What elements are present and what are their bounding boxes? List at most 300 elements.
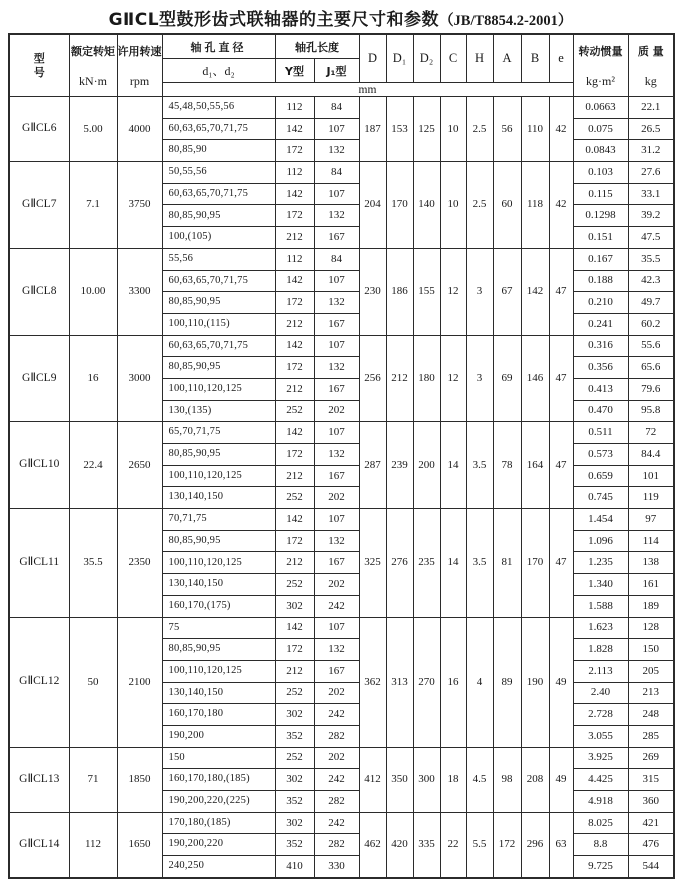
- dim-B-cell: 296: [521, 812, 549, 878]
- dim-D1-cell: 420: [386, 812, 413, 878]
- y-length-cell: 252: [275, 682, 314, 704]
- y-length-cell: 410: [275, 856, 314, 878]
- y-length-cell: 252: [275, 747, 314, 769]
- y-length-cell: 142: [275, 335, 314, 357]
- dim-D2-cell: 155: [413, 248, 440, 335]
- dim-D1-cell: 313: [386, 617, 413, 747]
- bore-diameters-cell: 130,140,150: [162, 487, 275, 509]
- bore-diameters-cell: 60,63,65,70,71,75: [162, 335, 275, 357]
- inertia-cell: 4.918: [573, 791, 628, 813]
- mass-cell: 114: [628, 530, 674, 552]
- mass-cell: 269: [628, 747, 674, 769]
- mass-cell: 150: [628, 639, 674, 661]
- dim-e-cell: 63: [549, 812, 573, 878]
- y-length-cell: 302: [275, 812, 314, 834]
- mass-cell: 101: [628, 465, 674, 487]
- y-length-cell: 302: [275, 704, 314, 726]
- mass-cell: 544: [628, 856, 674, 878]
- header-mass-unit: kg: [644, 73, 657, 88]
- dim-A-cell: 98: [493, 747, 521, 812]
- mass-cell: 119: [628, 487, 674, 509]
- dim-A-cell: 67: [493, 248, 521, 335]
- table-row: [9, 248, 674, 270]
- header-dim-A: A: [493, 34, 521, 83]
- header-rated-torque: [69, 34, 117, 97]
- j1-length-cell: 167: [314, 227, 359, 249]
- dim-D1-cell: 212: [386, 335, 413, 422]
- mass-cell: 161: [628, 574, 674, 596]
- inertia-cell: 0.115: [573, 183, 628, 205]
- dim-H-cell: 2.5: [466, 162, 493, 249]
- inertia-cell: 0.573: [573, 444, 628, 466]
- torque-cell: 7.1: [69, 162, 117, 249]
- inertia-cell: 9.725: [573, 856, 628, 878]
- y-length-cell: 352: [275, 791, 314, 813]
- inertia-cell: 0.413: [573, 378, 628, 400]
- bore-diameters-cell: 80,85,90,95: [162, 530, 275, 552]
- dim-D-cell: 204: [359, 162, 386, 249]
- speed-cell: 4000: [117, 97, 162, 162]
- table-row: [9, 812, 674, 834]
- bore-diameters-cell: 80,85,90,95: [162, 357, 275, 379]
- dim-C-cell: 10: [440, 162, 466, 249]
- table-row: [9, 422, 674, 444]
- j1-length-cell: 84: [314, 248, 359, 270]
- mass-cell: 60.2: [628, 313, 674, 335]
- mass-cell: 138: [628, 552, 674, 574]
- j1-length-cell: 330: [314, 856, 359, 878]
- dim-H-cell: 3.5: [466, 422, 493, 509]
- dim-D1-cell: 350: [386, 747, 413, 812]
- inertia-cell: 0.0843: [573, 140, 628, 162]
- header-mass-label: 质 量: [637, 44, 664, 58]
- mass-cell: 79.6: [628, 378, 674, 400]
- y-length-cell: 142: [275, 422, 314, 444]
- y-length-cell: 352: [275, 834, 314, 856]
- y-length-cell: 142: [275, 118, 314, 140]
- mass-cell: 248: [628, 704, 674, 726]
- j1-length-cell: 132: [314, 444, 359, 466]
- j1-length-cell: 242: [314, 595, 359, 617]
- speed-cell: 2350: [117, 509, 162, 617]
- inertia-cell: 1.340: [573, 574, 628, 596]
- speed-cell: 3300: [117, 248, 162, 335]
- j1-length-cell: 132: [314, 530, 359, 552]
- y-length-cell: 112: [275, 162, 314, 184]
- dim-D1-cell: 186: [386, 248, 413, 335]
- speed-cell: 2100: [117, 617, 162, 747]
- y-length-cell: 212: [275, 465, 314, 487]
- header-dim-D2: D₂: [413, 34, 440, 83]
- inertia-cell: 0.470: [573, 400, 628, 422]
- dim-D1-cell: 170: [386, 162, 413, 249]
- dim-A-cell: 81: [493, 509, 521, 617]
- mass-cell: 97: [628, 509, 674, 531]
- dim-D-cell: 412: [359, 747, 386, 812]
- table-row: [9, 617, 674, 639]
- mass-cell: 27.6: [628, 162, 674, 184]
- dim-B-cell: 170: [521, 509, 549, 617]
- dim-C-cell: 16: [440, 617, 466, 747]
- mass-cell: 84.4: [628, 444, 674, 466]
- torque-cell: 71: [69, 747, 117, 812]
- j1-length-cell: 282: [314, 725, 359, 747]
- dim-B-cell: 208: [521, 747, 549, 812]
- inertia-cell: 2.40: [573, 682, 628, 704]
- inertia-cell: 1.454: [573, 509, 628, 531]
- dim-D1-cell: 153: [386, 97, 413, 162]
- inertia-cell: 4.425: [573, 769, 628, 791]
- j1-length-cell: 202: [314, 487, 359, 509]
- speed-cell: 1850: [117, 747, 162, 812]
- y-length-cell: 172: [275, 292, 314, 314]
- header-y-type: Y型: [275, 59, 314, 83]
- dim-H-cell: 4.5: [466, 747, 493, 812]
- dim-D2-cell: 180: [413, 335, 440, 422]
- dim-C-cell: 22: [440, 812, 466, 878]
- mass-cell: 360: [628, 791, 674, 813]
- dim-A-cell: 69: [493, 335, 521, 422]
- inertia-cell: 0.745: [573, 487, 628, 509]
- mass-cell: 213: [628, 682, 674, 704]
- bore-diameters-cell: 130,140,150: [162, 682, 275, 704]
- bore-diameters-cell: 60,63,65,70,71,75: [162, 183, 275, 205]
- table-row: [9, 97, 674, 119]
- inertia-cell: 2.728: [573, 704, 628, 726]
- inertia-cell: 1.828: [573, 639, 628, 661]
- table-row: [9, 509, 674, 531]
- torque-cell: 16: [69, 335, 117, 422]
- mass-cell: 128: [628, 617, 674, 639]
- dim-B-cell: 190: [521, 617, 549, 747]
- j1-length-cell: 167: [314, 313, 359, 335]
- bore-diameters-cell: 100,110,(115): [162, 313, 275, 335]
- dim-D1-cell: 276: [386, 509, 413, 617]
- y-length-cell: 302: [275, 769, 314, 791]
- bore-diameters-cell: 80,85,90: [162, 140, 275, 162]
- bore-diameters-cell: 190,200,220: [162, 834, 275, 856]
- j1-length-cell: 132: [314, 639, 359, 661]
- dim-D-cell: 362: [359, 617, 386, 747]
- bore-diameters-cell: 170,180,(185): [162, 812, 275, 834]
- dim-H-cell: 4: [466, 617, 493, 747]
- mass-cell: 39.2: [628, 205, 674, 227]
- inertia-cell: 0.316: [573, 335, 628, 357]
- bore-diameters-cell: 160,170,180: [162, 704, 275, 726]
- j1-length-cell: 107: [314, 617, 359, 639]
- inertia-cell: 1.235: [573, 552, 628, 574]
- bore-diameters-cell: 80,85,90,95: [162, 292, 275, 314]
- dim-D2-cell: 235: [413, 509, 440, 617]
- inertia-cell: 1.096: [573, 530, 628, 552]
- inertia-cell: 0.151: [573, 227, 628, 249]
- inertia-cell: 0.659: [573, 465, 628, 487]
- y-length-cell: 252: [275, 574, 314, 596]
- inertia-cell: 0.241: [573, 313, 628, 335]
- mass-cell: 65.6: [628, 357, 674, 379]
- j1-length-cell: 202: [314, 400, 359, 422]
- dim-C-cell: 10: [440, 97, 466, 162]
- mass-cell: 315: [628, 769, 674, 791]
- header-dim-e: e: [549, 34, 573, 83]
- y-length-cell: 212: [275, 378, 314, 400]
- y-length-cell: 142: [275, 617, 314, 639]
- dim-e-cell: 42: [549, 97, 573, 162]
- header-inertia-unit: kg·m²: [586, 73, 615, 88]
- mass-cell: 189: [628, 595, 674, 617]
- dim-D2-cell: 270: [413, 617, 440, 747]
- y-length-cell: 172: [275, 205, 314, 227]
- inertia-cell: 0.188: [573, 270, 628, 292]
- mass-cell: 285: [628, 725, 674, 747]
- j1-length-cell: 167: [314, 552, 359, 574]
- header-dim-B: B: [521, 34, 549, 83]
- bore-diameters-cell: 100,110,120,125: [162, 552, 275, 574]
- dim-B-cell: 118: [521, 162, 549, 249]
- mass-cell: 26.5: [628, 118, 674, 140]
- mass-cell: 35.5: [628, 248, 674, 270]
- header-allowable-speed-label: 许用转速: [117, 44, 162, 58]
- header-inertia-label: 转动惯量: [578, 44, 623, 58]
- dim-A-cell: 60: [493, 162, 521, 249]
- dim-B-cell: 146: [521, 335, 549, 422]
- title-standard-ref: （JB/T8854.2-2001）: [439, 13, 573, 29]
- dim-H-cell: 3: [466, 335, 493, 422]
- dim-e-cell: 47: [549, 509, 573, 617]
- dim-D-cell: 256: [359, 335, 386, 422]
- header-moment-of-inertia: [573, 34, 628, 97]
- bore-diameters-cell: 100,110,120,125: [162, 378, 275, 400]
- y-length-cell: 352: [275, 725, 314, 747]
- dim-C-cell: 12: [440, 248, 466, 335]
- y-length-cell: 172: [275, 639, 314, 661]
- y-length-cell: 172: [275, 357, 314, 379]
- bore-diameters-cell: 75: [162, 617, 275, 639]
- dim-H-cell: 3: [466, 248, 493, 335]
- dim-D-cell: 325: [359, 509, 386, 617]
- y-length-cell: 172: [275, 140, 314, 162]
- table-body: [9, 97, 674, 878]
- j1-length-cell: 242: [314, 769, 359, 791]
- bore-diameters-cell: 190,200,220,(225): [162, 791, 275, 813]
- header-dim-H: H: [466, 34, 493, 83]
- dim-D-cell: 187: [359, 97, 386, 162]
- j1-length-cell: 282: [314, 791, 359, 813]
- table-row: [9, 162, 674, 184]
- dim-H-cell: 5.5: [466, 812, 493, 878]
- bore-diameters-cell: 45,48,50,55,56: [162, 97, 275, 119]
- inertia-cell: 8.025: [573, 812, 628, 834]
- inertia-cell: 8.8: [573, 834, 628, 856]
- mass-cell: 55.6: [628, 335, 674, 357]
- header-bore-length: 轴孔长度: [275, 34, 359, 59]
- j1-length-cell: 132: [314, 205, 359, 227]
- bore-diameters-cell: 100,110,120,125: [162, 465, 275, 487]
- mass-cell: 42.3: [628, 270, 674, 292]
- j1-length-cell: 107: [314, 270, 359, 292]
- bore-diameters-cell: 50,55,56: [162, 162, 275, 184]
- y-length-cell: 112: [275, 97, 314, 119]
- j1-length-cell: 167: [314, 660, 359, 682]
- dim-A-cell: 172: [493, 812, 521, 878]
- title-main: GⅡCL型鼓形齿式联轴器的主要尺寸和参数: [108, 10, 440, 30]
- dim-D2-cell: 335: [413, 812, 440, 878]
- mass-cell: 476: [628, 834, 674, 856]
- header-rated-torque-label: 额定转矩: [71, 44, 115, 58]
- inertia-cell: 0.210: [573, 292, 628, 314]
- bore-diameters-cell: 240,250: [162, 856, 275, 878]
- header-unit-mm: mm: [162, 83, 573, 97]
- j1-length-cell: 202: [314, 682, 359, 704]
- bore-diameters-cell: 100,110,120,125: [162, 660, 275, 682]
- header-allowable-speed-unit: rpm: [129, 73, 150, 88]
- header-bore-diameter-symbols: d₁、d₂: [162, 59, 275, 83]
- header-dim-D: D: [359, 34, 386, 83]
- torque-cell: 112: [69, 812, 117, 878]
- model-cell: GⅡCL9: [9, 335, 69, 422]
- speed-cell: 3000: [117, 335, 162, 422]
- header-dim-C: C: [440, 34, 466, 83]
- bore-diameters-cell: 190,200: [162, 725, 275, 747]
- dim-A-cell: 78: [493, 422, 521, 509]
- j1-length-cell: 282: [314, 834, 359, 856]
- y-length-cell: 212: [275, 227, 314, 249]
- bore-diameters-cell: 60,63,65,70,71,75: [162, 270, 275, 292]
- header-bore-diameter: 轴孔直径: [162, 34, 275, 59]
- bore-diameters-cell: 80,85,90,95: [162, 205, 275, 227]
- j1-length-cell: 107: [314, 335, 359, 357]
- header-rated-torque-unit: kN·m: [79, 73, 107, 88]
- model-cell: GⅡCL12: [9, 617, 69, 747]
- j1-length-cell: 132: [314, 292, 359, 314]
- bore-diameters-cell: 60,63,65,70,71,75: [162, 118, 275, 140]
- j1-length-cell: 167: [314, 378, 359, 400]
- y-length-cell: 172: [275, 530, 314, 552]
- model-cell: GⅡCL10: [9, 422, 69, 509]
- inertia-cell: 0.075: [573, 118, 628, 140]
- bore-diameters-cell: 160,170,(175): [162, 595, 275, 617]
- page-title: [8, 3, 673, 33]
- inertia-cell: 0.356: [573, 357, 628, 379]
- inertia-cell: 0.511: [573, 422, 628, 444]
- torque-cell: 5.00: [69, 97, 117, 162]
- inertia-cell: 2.113: [573, 660, 628, 682]
- header-dim-D1: D₁: [386, 34, 413, 83]
- dim-C-cell: 14: [440, 509, 466, 617]
- torque-cell: 50: [69, 617, 117, 747]
- model-cell: GⅡCL7: [9, 162, 69, 249]
- j1-length-cell: 84: [314, 162, 359, 184]
- j1-length-cell: 107: [314, 118, 359, 140]
- dim-C-cell: 14: [440, 422, 466, 509]
- dim-e-cell: 47: [549, 335, 573, 422]
- mass-cell: 49.7: [628, 292, 674, 314]
- bore-diameters-cell: 100,(105): [162, 227, 275, 249]
- inertia-cell: 0.103: [573, 162, 628, 184]
- header-model: 型号: [9, 34, 69, 97]
- dim-D-cell: 230: [359, 248, 386, 335]
- dim-D-cell: 287: [359, 422, 386, 509]
- model-cell: GⅡCL11: [9, 509, 69, 617]
- table-header: [9, 34, 674, 97]
- dim-H-cell: 3.5: [466, 509, 493, 617]
- bore-diameters-cell: 80,85,90,95: [162, 444, 275, 466]
- y-length-cell: 252: [275, 487, 314, 509]
- dim-e-cell: 42: [549, 162, 573, 249]
- dim-C-cell: 18: [440, 747, 466, 812]
- model-cell: GⅡCL6: [9, 97, 69, 162]
- dim-B-cell: 110: [521, 97, 549, 162]
- bore-diameters-cell: 65,70,71,75: [162, 422, 275, 444]
- bore-diameters-cell: 80,85,90,95: [162, 639, 275, 661]
- inertia-cell: 0.0663: [573, 97, 628, 119]
- j1-length-cell: 202: [314, 574, 359, 596]
- speed-cell: 2650: [117, 422, 162, 509]
- j1-length-cell: 242: [314, 812, 359, 834]
- inertia-cell: 1.588: [573, 595, 628, 617]
- model-cell: GⅡCL13: [9, 747, 69, 812]
- dim-e-cell: 49: [549, 747, 573, 812]
- inertia-cell: 3.925: [573, 747, 628, 769]
- j1-length-cell: 132: [314, 140, 359, 162]
- torque-cell: 22.4: [69, 422, 117, 509]
- y-length-cell: 212: [275, 552, 314, 574]
- j1-length-cell: 107: [314, 183, 359, 205]
- y-length-cell: 252: [275, 400, 314, 422]
- bore-diameters-cell: 130,(135): [162, 400, 275, 422]
- bore-diameters-cell: 160,170,180,(185): [162, 769, 275, 791]
- j1-length-cell: 167: [314, 465, 359, 487]
- table-row: [9, 335, 674, 357]
- bore-diameters-cell: 55,56: [162, 248, 275, 270]
- model-cell: GⅡCL8: [9, 248, 69, 335]
- bore-diameters-cell: 150: [162, 747, 275, 769]
- mass-cell: 95.8: [628, 400, 674, 422]
- mass-cell: 33.1: [628, 183, 674, 205]
- j1-length-cell: 242: [314, 704, 359, 726]
- dim-A-cell: 56: [493, 97, 521, 162]
- dim-D1-cell: 239: [386, 422, 413, 509]
- inertia-cell: 3.055: [573, 725, 628, 747]
- torque-cell: 10.00: [69, 248, 117, 335]
- spec-table: [8, 33, 675, 879]
- dim-e-cell: 47: [549, 248, 573, 335]
- model-cell: GⅡCL14: [9, 812, 69, 878]
- dim-e-cell: 47: [549, 422, 573, 509]
- dim-e-cell: 49: [549, 617, 573, 747]
- speed-cell: 3750: [117, 162, 162, 249]
- j1-length-cell: 132: [314, 357, 359, 379]
- torque-cell: 35.5: [69, 509, 117, 617]
- dim-D2-cell: 200: [413, 422, 440, 509]
- bore-diameters-cell: 130,140,150: [162, 574, 275, 596]
- dim-A-cell: 89: [493, 617, 521, 747]
- j1-length-cell: 107: [314, 509, 359, 531]
- j1-length-cell: 84: [314, 97, 359, 119]
- dim-H-cell: 2.5: [466, 97, 493, 162]
- bore-diameters-cell: 70,71,75: [162, 509, 275, 531]
- header-allowable-speed: [117, 34, 162, 97]
- mass-cell: 31.2: [628, 140, 674, 162]
- y-length-cell: 172: [275, 444, 314, 466]
- dim-D2-cell: 125: [413, 97, 440, 162]
- mass-cell: 22.1: [628, 97, 674, 119]
- y-length-cell: 112: [275, 248, 314, 270]
- j1-length-cell: 107: [314, 422, 359, 444]
- mass-cell: 205: [628, 660, 674, 682]
- y-length-cell: 212: [275, 660, 314, 682]
- speed-cell: 1650: [117, 812, 162, 878]
